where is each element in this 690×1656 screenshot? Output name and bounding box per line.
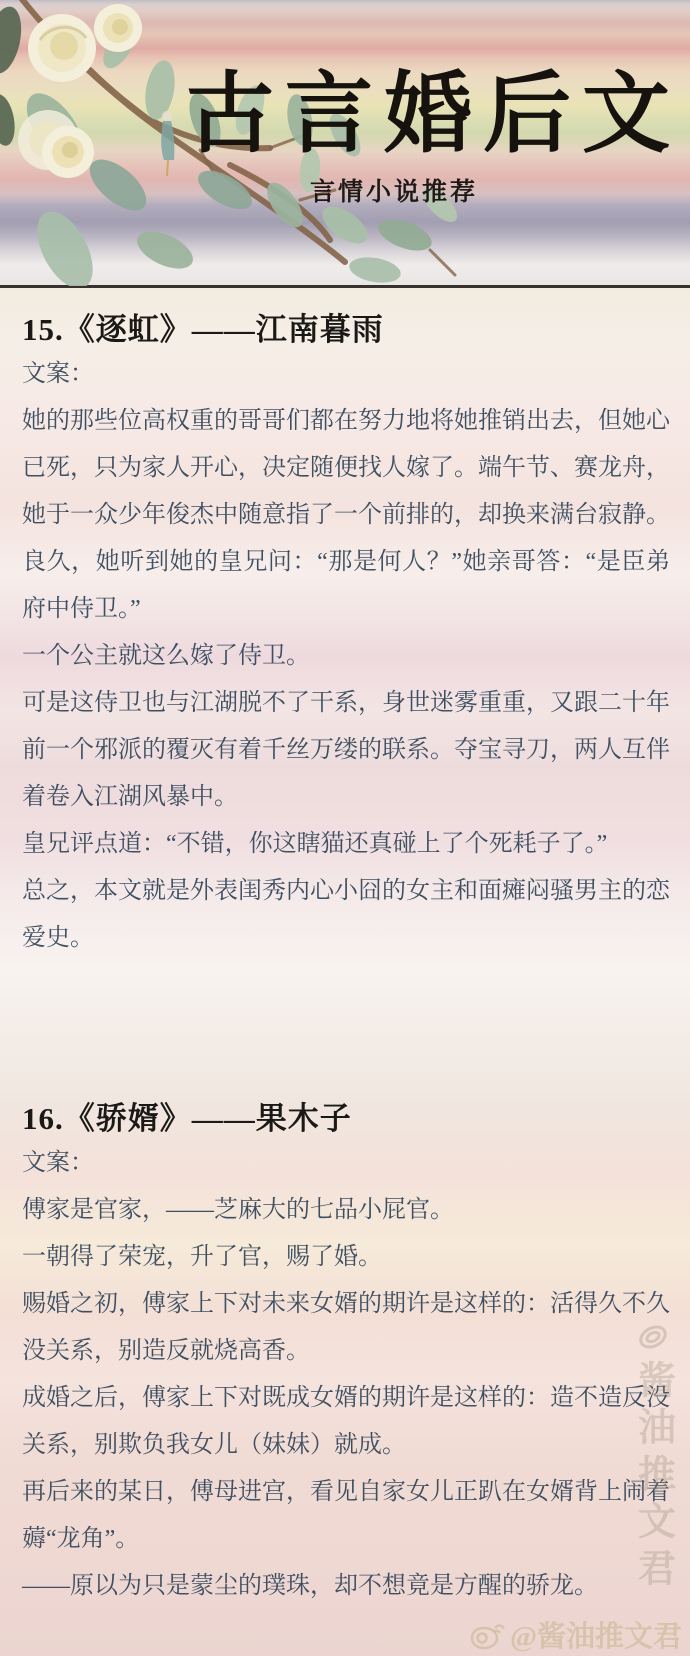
synopsis-paragraph: 傅家是官家，——芝麻大的七品小屁官。 <box>22 1197 454 1223</box>
book-heading-16: 16.《骄婿》——果木子 <box>22 1101 352 1136</box>
bottom-watermark <box>469 1614 682 1655</box>
book-entry-15 <box>22 308 670 962</box>
synopsis-paragraph: 成婚之后，傅家上下对既成女婿的期许是这样的：造不造反没关系，别欺负我女儿（妹妹）就成。 <box>22 1385 670 1458</box>
synopsis-paragraph: ——原以为只是蒙尘的璞珠，却不想竟是方醒的骄龙。 <box>22 1573 598 1599</box>
synopsis-paragraph: 赐婚之初，傅家上下对未来女婿的期许是这样的：活得久不久没关系，别造反就烧高香。 <box>22 1291 670 1364</box>
synopsis-paragraph: 一个公主就这么嫁了侍卫。 <box>22 643 310 669</box>
tiny-figure <box>161 111 174 176</box>
poster-title: 古言婚后文 <box>186 67 682 164</box>
content-area <box>0 288 690 1656</box>
poster-subtitle: 言情小说推荐 <box>310 179 479 206</box>
bottom-watermark-text: @酱油推文君 <box>510 1621 682 1653</box>
synopsis-paragraph: 总之，本文就是外表闺秀内心小囧的女主和面瘫闷骚男主的恋爱史。 <box>22 878 670 951</box>
weibo-eye-icon <box>469 1620 505 1650</box>
synopsis-paragraph: 再后来的某日，傅母进宫，看见自家女儿正趴在女婿背上闹着薅“龙角”。 <box>22 1479 670 1552</box>
synopsis-paragraph: 皇兄评点道：“不错，你这瞎猫还真碰上了个死耗子了。” <box>22 831 608 857</box>
synopsis-paragraph: 可是这侍卫也与江湖脱不了干系，身世迷雾重重，又跟二十年前一个邪派的覆灭有着千丝万缕的联系。夺宝寻刀，两人互伴着卷入江湖风暴中。 <box>22 690 670 810</box>
synopsis-paragraph: 她的那些位高权重的哥哥们都在努力地将她推销出去，但她心已死，只为家人开心，决定随便找人嫁了。端午节、赛龙舟，她于一众少年俊杰中随意指了一个前排的，却换来满台寂静。良久，她听到她的皇兄问：“那是何人？”她亲哥答：“是臣弟府中侍卫。” <box>22 408 670 622</box>
book-entry-16 <box>22 1097 670 1610</box>
book-synopsis <box>22 1187 670 1610</box>
copy-label: 文案： <box>22 1150 94 1176</box>
vertical-watermark-text: 酱油推文君 <box>631 1360 674 1595</box>
book-heading-15: 15.《逐虹》——江南暮雨 <box>22 312 384 347</box>
synopsis-paragraph: 一朝得了荣宠，升了官，赐了婚。 <box>22 1244 382 1270</box>
book-synopsis <box>22 398 670 962</box>
copy-label: 文案： <box>22 361 94 387</box>
header-banner <box>0 0 690 288</box>
